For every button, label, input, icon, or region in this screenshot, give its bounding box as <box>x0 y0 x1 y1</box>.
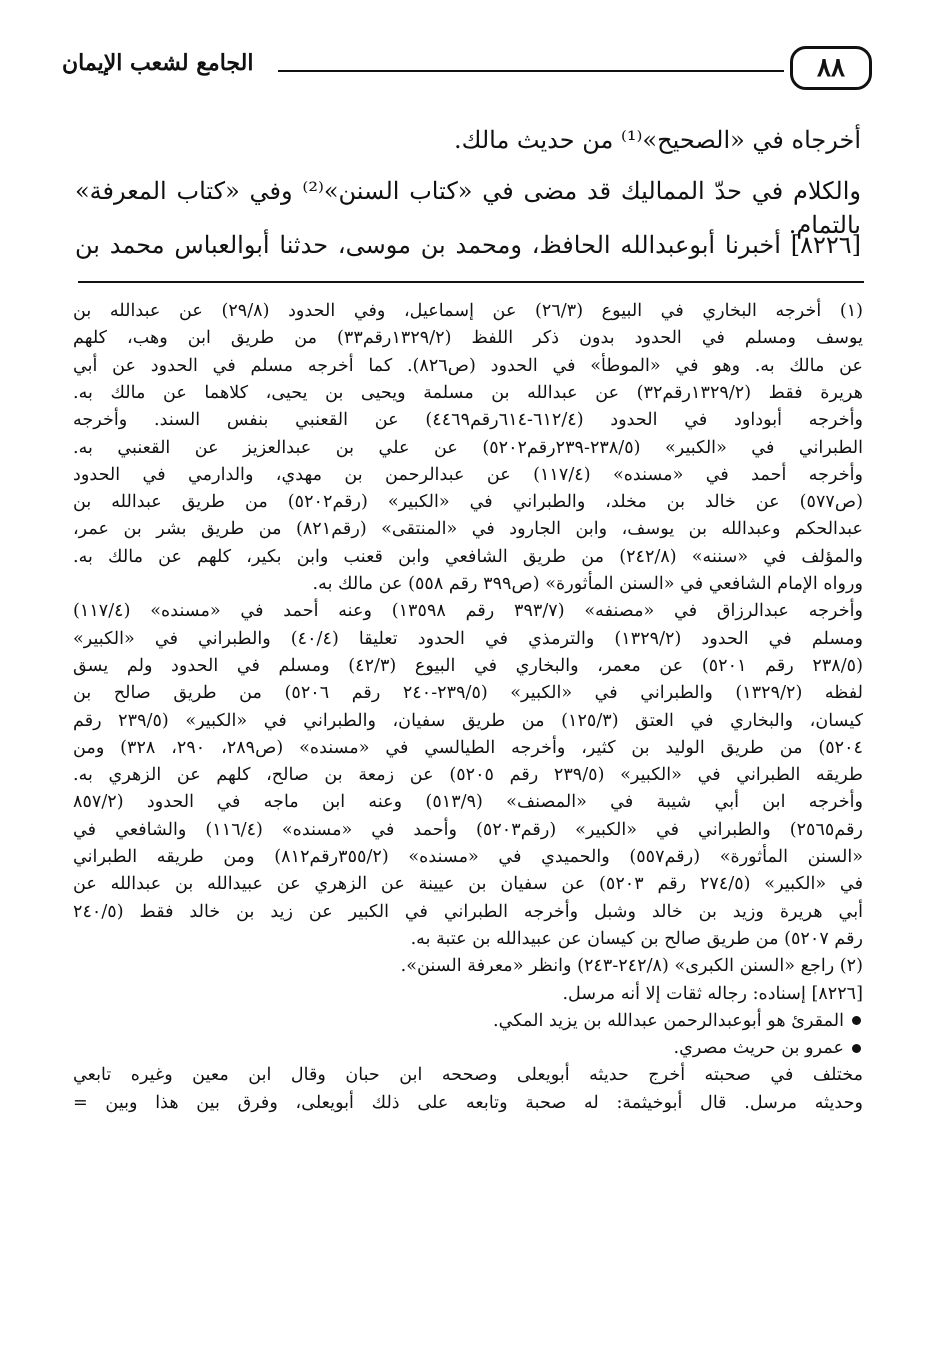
footnote-line: رقم ٥٢٠٧) من طريق صالح بن كيسان عن عبيدالله بن عتبة به. <box>410 928 863 949</box>
footnote-line: يوسف ومسلم في الحدود بدون ذكر اللفظ (١٣٢٩/٢رقم٣٣) من طريق ابن وهب، كلهم <box>73 328 863 349</box>
footnote-line: رقم٢٥٦٥) والطبراني في «الكبير» (رقم٥٢٠٣) وأحمد في «مسنده» (١١٦/٤) والشافعي في <box>73 819 863 840</box>
footnote-line: (ص٥٧٧) عن خالد بن مخلد، والطبراني في «الكبير» (رقم٥٢٠٢) من طريق عبدالله بن <box>73 492 863 513</box>
footnote-line: طريقه الطبراني في «الكبير» (٢٣٩/٥ رقم ٥٢٠٥) عن زمعة بن صالح، كلهم عن الزهري به. <box>73 765 863 786</box>
footnote-line: (٢٣٨/٥ رقم ٥٢٠١) عن معمر، والبخاري في البيوع (٤٢/٣) ومسلم في الحدود ولم يسق <box>73 655 863 676</box>
footnote-line: أبي هريرة وزيد بن خالد وشبل وأخرجه الطبراني في الكبير عن زيد بن خالد فقط (٢٤٠/٥ <box>73 901 863 922</box>
footnote-line: عبدالحكم وعبدالله بن يوسف، وابن الجارود في «المنتقى» (رقم٨٢١) من طريق بشر بن عمر، <box>73 519 863 540</box>
footnote-line: الطبراني في «الكبير» (٢٣٨/٥-٢٣٩رقم٥٢٠٢) عن علي بن عبدالعزيز عن القعنبي به. <box>73 437 863 458</box>
bullet-item <box>71 1008 861 1035</box>
footnote-separator <box>78 281 864 283</box>
footnote-line: وأخرجه أبوداود في الحدود (٦١٢/٤-٦١٤رقم٤٤٦٩) عن القعنبي بنفس السند. وأخرجه <box>73 410 863 431</box>
page-number-badge <box>790 46 872 90</box>
footnote-line: «السنن المأثورة» (رقم٥٥٧) والحميدي في «مسنده» (٣٥٥/٢رقم٨١٢) ومن طريقه الطبراني <box>73 847 863 867</box>
main-text-line-3: [٨٢٢٦] أخبرنا أبوعبدالله الحافظ، ومحمد بن موسى، حدثنا أبوالعباس محمد بن <box>75 231 861 259</box>
bullet-icon <box>852 1016 861 1025</box>
footnote-line: وأخرجه ابن أبي شيبة في «المصنف» (٥١٣/٩) وعنه ابن ماجه في الحدود (٨٥٧/٢ <box>73 792 863 813</box>
bullet-text: المقرئ هو أبوعبدالرحمن عبدالله بن يزيد المكي. <box>493 1010 844 1031</box>
footnote-line: لفظه (١٣٢٩/٢) والطبراني في «الكبير» (٢٣٩/٥-٢٤٠ رقم ٥٢٠٦) من طريق صالح بن <box>73 683 863 704</box>
main-text-line-2: والكلام في حدّ المماليك قد مضى في «كتاب السنن»⁽²⁾ وفي «كتاب المعرفة» بالتمام. <box>75 177 861 239</box>
page-header <box>62 40 877 100</box>
footnote-line: ٥٢٠٤) من طريق الوليد بن كثير، وأخرجه الطيالسي في «مسنده» (ص٢٨٩، ٢٩٠، ٣٢٨) ومن <box>73 737 863 758</box>
footnote-line: ومسلم في الحدود (١٣٢٩/٢) والترمذي في الحدود تعليقا (٤٠/٤) والطبراني في «الكبير» <box>73 628 863 649</box>
bullet-text: عمرو بن حريث مصري. <box>673 1038 844 1059</box>
header-rule <box>278 70 784 72</box>
main-text-line-1: أخرجاه في «الصحيح»⁽¹⁾ من حديث مالك. <box>453 126 861 154</box>
bullet-icon <box>852 1044 861 1053</box>
footnote-line: هريرة فقط (١٣٢٩/٢رقم٣٢) عن عبدالله بن مسلمة ويحيى بن يحيى، كلاهما عن مالك به. <box>73 382 863 403</box>
book-title: الجامع لشعب الإيمان <box>62 50 254 76</box>
footnote-line: في «الكبير» (٢٧٤/٥ رقم ٥٢٠٣) عن سفيان بن عيينة عن الزهري عن عبيدالله بن عبدالله عن <box>73 874 863 895</box>
footnote-line: وحديثه مرسل. قال أبوخيثمة: له صحبة وتابعه على ذلك أبويعلى، وفرق بين هذا وبين = <box>73 1092 863 1113</box>
page-number: ٨٨ <box>817 53 845 83</box>
footnote-line: وأخرجه أحمد في «مسنده» (١١٧/٤) عن عبدالرحمن بن مهدي، والدارمي في الحدود <box>73 464 863 485</box>
footnote-line: والمؤلف في «سننه» (٢٤٢/٨) من طريق الشافعي وابن قعنب وابن بكير، كلهم عن مالك به. <box>73 546 863 567</box>
footnote-line: (٢) راجع «السنن الكبرى» (٢٤٢/٨-٢٤٣) وانظر «معرفة السنن». <box>400 956 863 977</box>
footnote-line: مختلف في صحبته أخرج حديثه أبويعلى وصححه ابن حبان وقال ابن معين وغيره تابعي <box>73 1065 863 1086</box>
footnote-line: [٨٢٢٦] إسناده: رجاله ثقات إلا أنه مرسل. <box>562 983 863 1004</box>
footnote-line: كيسان، والبخاري في العتق (١٢٥/٣) من طريق سفيان، والطبراني في «الكبير» (٢٣٩/٥ رقم <box>73 710 863 731</box>
footnote-line: (١) أخرجه البخاري في البيوع (٢٦/٣) عن إسماعيل، وفي الحدود (٢٩/٨) عن عبدالله بن <box>73 301 863 321</box>
bullet-item <box>71 1035 861 1062</box>
footnote-line: عن مالك به. وهو في «الموطأ» في الحدود (ص٨٢٦). كما أخرجه مسلم في الحدود عن أبي <box>73 355 863 376</box>
footnote-line: وأخرجه عبدالرزاق في «مصنفه» (٣٩٣/٧ رقم ١٣٥٩٨) وعنه أحمد في «مسنده» (١١٧/٤) <box>73 601 863 622</box>
footnote-line: ورواه الإمام الشافعي في «السنن المأثورة» (ص٣٩٩ رقم ٥٥٨) عن مالك به. <box>312 574 863 594</box>
